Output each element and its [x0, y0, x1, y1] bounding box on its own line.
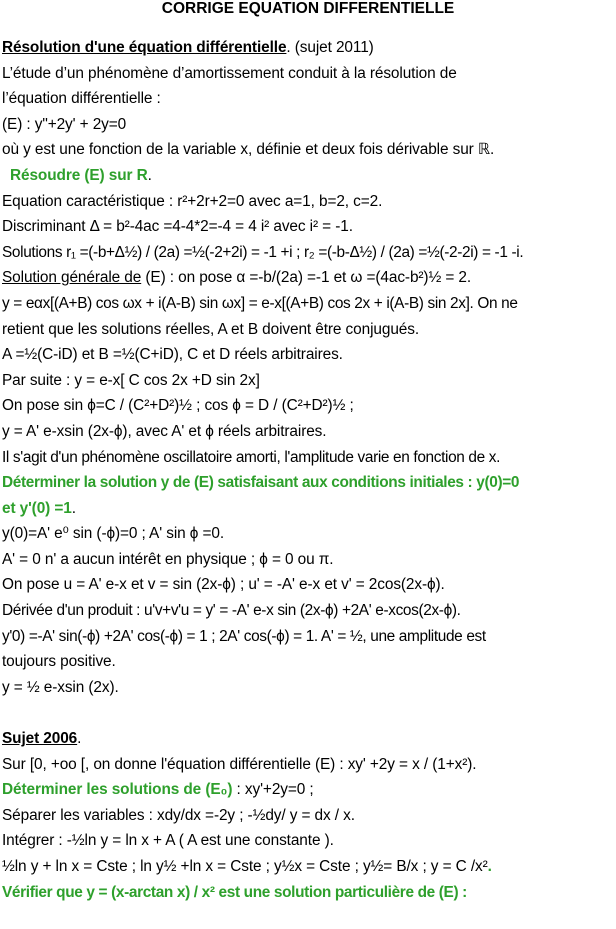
text-line: Séparer les variables : xdy/dx =-2y ; -½dy/ y = dx / x. [2, 806, 355, 824]
text-line [2, 265, 614, 291]
text-line: l’équation différentielle : [2, 90, 161, 108]
question-text: Déterminer les solutions de (E₀) [2, 781, 233, 799]
question-line [2, 163, 614, 189]
text-line: Par suite : y = e-x[ C cos 2x +D sin 2x] [2, 371, 260, 389]
section-heading-line [2, 35, 614, 61]
question-line [2, 880, 614, 906]
text-line: A' = 0 n' a aucun intérêt en physique ; ϕ = 0 ou π. [2, 550, 334, 568]
question-end: . [71, 499, 76, 517]
text-line: y'0) =-A' sin(-ϕ) +2A' cos(-ϕ) = 1 ; 2A' cos(-ϕ) = 1. A' = ½, une amplitude est [2, 627, 486, 645]
text-line: Intégrer : -½ln y = ln x + A ( A est une constante ). [2, 832, 334, 850]
section-heading: Sujet 2006 [2, 730, 78, 748]
green-dot: . [487, 858, 492, 875]
question-text: Déterminer la solution y de (E) satisfaisant aux conditions initiales : y(0)=0 [2, 474, 520, 492]
text-line: y(0)=A' e⁰ sin (-ϕ)=0 ; A' sin ϕ =0. [2, 525, 224, 543]
document-body [2, 35, 614, 905]
section-heading-line [2, 726, 614, 752]
section-heading-suffix: . [77, 730, 82, 748]
text-line: y = eαx[(A+B) cos ωx + i(A-B) sin ωx] = e-x[(A+B) cos 2x + i(A-B) sin 2x]. On ne [2, 294, 518, 312]
question-line [2, 470, 614, 496]
underlined-text: Solution générale de [2, 269, 142, 287]
section-heading-suffix: . (sujet 2011) [286, 39, 374, 56]
text-line: Il s'agit d'un phénomène oscillatoire amorti, l'amplitude varie en fonction de x. [2, 448, 501, 466]
section-heading: Résolution d'une équation différentielle [2, 39, 287, 56]
text-line: toujours positive. [2, 653, 116, 671]
text-line: On pose sin ϕ=C / (C²+D²)½ ; cos ϕ = D / (C²+D²)½ ; [2, 397, 354, 415]
text-line: Dérivée d'un produit : u'v+v'u = y' = -A' e-x sin (2x-ϕ) +2A' e-xcos(2x-ϕ). [2, 602, 461, 620]
text-line: Equation caractéristique : r²+2r+2=0 avec a=1, b=2, c=2. [2, 192, 383, 210]
text-span: : xy'+2y=0 ; [232, 781, 314, 799]
text-line: Sur [0, +oo [, on donne l'équation différentielle (E) : xy' +2y = x / (1+x²). [2, 755, 477, 773]
question-text: Vérifier que y = (x-arctan x) / x² est une solution particulière de (E) : [2, 883, 467, 901]
equation-line: (E) : y"+2y' + 2y=0 [2, 115, 127, 133]
question-line [2, 496, 614, 522]
question-text: et y'(0) =1 [2, 499, 72, 517]
question-text: Résoudre (E) sur R [10, 166, 148, 184]
text-line: L’étude d’un phénomène d’amortissement conduit à la résolution de [2, 64, 457, 82]
text-line: A =½(C-iD) et B =½(C+iD), C et D réels arbitraires. [2, 346, 343, 364]
text-line: y = ½ e-xsin (2x). [2, 678, 119, 696]
text-line: où y est une fonction de la variable x, définie et deux fois dérivable sur ℝ. [2, 141, 495, 159]
text-line: y = A' e-xsin (2x-ϕ), avec A' et ϕ réels arbitraires. [2, 422, 327, 440]
question-end: . [147, 166, 152, 184]
text-span: ½ln y + ln x = Cste ; ln y½ +ln x = Cste ; y½x = Cste ; y½= B/x ; y = C /x² [2, 858, 488, 875]
text-line: Discriminant Δ = b²-4ac =4-4*2=-4 = 4 i² avec i² = -1. [2, 218, 353, 236]
spacer [2, 700, 614, 726]
text-line: Solutions r₁ =(-b+Δ½) / (2a) =½(-2+2i) = -1 +i ; r₂ =(-b-Δ½) / (2a) =½(-2-2i) = -1 -i. [2, 243, 524, 261]
question-line [2, 777, 614, 803]
text-line [2, 854, 614, 880]
page-title: CORRIGE EQUATION DIFFERENTIELLE [161, 0, 455, 17]
text-line: On pose u = A' e-x et v = sin (2x-ϕ) ; u' = -A' e-x et v' = 2cos(2x-ϕ). [2, 576, 445, 594]
text-span: (E) : on pose α =-b/(2a) =-1 et ω =(4ac-b²)½ = 2. [141, 269, 472, 287]
text-line: retient que les solutions réelles, A et B doivent être conjugués. [2, 320, 420, 338]
